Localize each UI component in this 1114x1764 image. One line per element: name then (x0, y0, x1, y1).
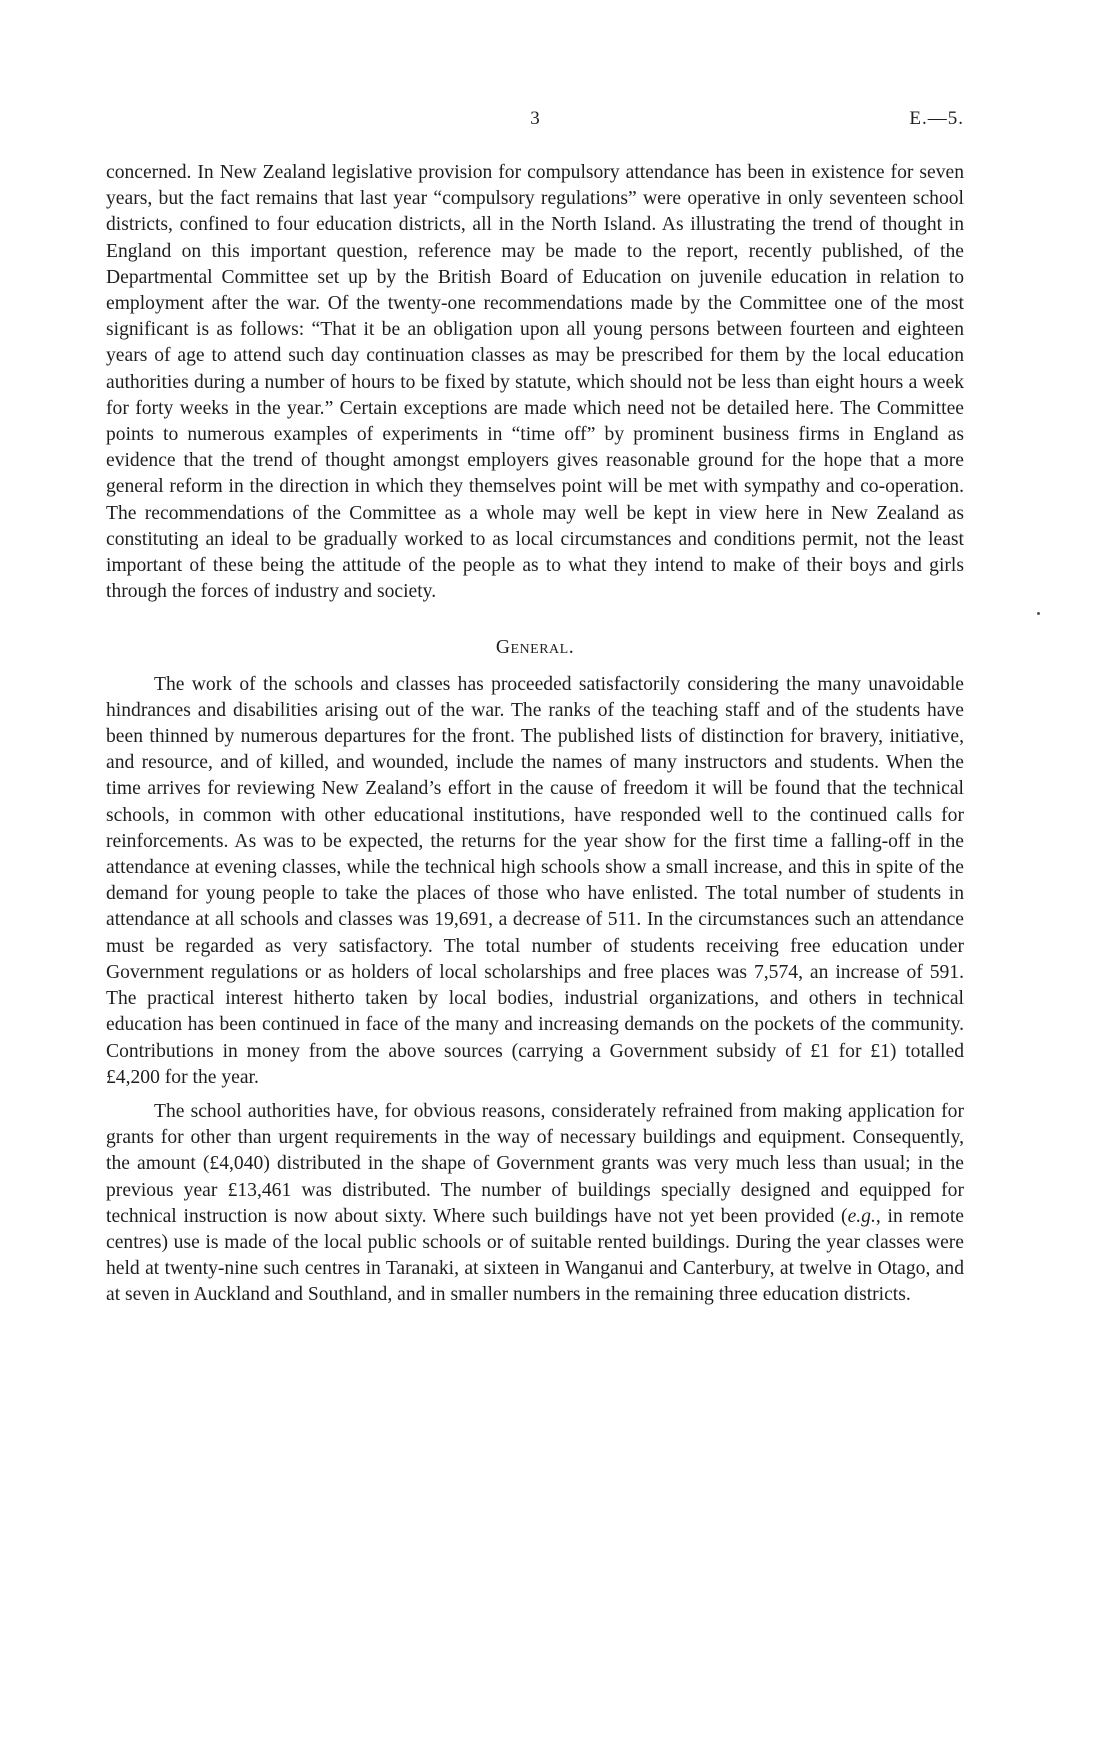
scan-speck (1037, 612, 1040, 615)
document-reference: E.—5. (909, 108, 964, 129)
page-header (106, 108, 964, 138)
section-heading-general: General. (495, 637, 575, 659)
paragraph-text-part: The school authorities have, for obvious reasons, considerately refrained from making application for grants for other than urgent requirements in the way of necessary buildings and equipment. Consequently, the amount (£4,040) distributed in the shape of Government grants was very much less than usual; in the previous year £13,461 was distributed. The number of buildings specially designed and equipped for technical instruction is now about sixty. Where such buildings have not yet been provided ( (106, 1100, 964, 1227)
italic-abbreviation: e.g. (847, 1205, 876, 1227)
body-text (106, 160, 964, 1309)
paragraph-compulsory-attendance: concerned. In New Zealand legislative provision for compulsory attendance has been in existence for seven years, but the fact remains that last year “compulsory regulations” were operative in only seventeen school districts, confined to four education districts, all in the North Island. As illustrating the trend of thought in England on this important question, reference may be made to the report, recently published, of the Departmental Committee set up by the British Board of Education on juvenile education in relation to employment after the war. Of the twenty-one recommendations made by the Committee one of the most significant is as follows: “That it be an obligation upon all young persons between fourteen and eighteen years of age to attend such day continuation classes as may be prescribed for them by the local education authorities during a number of hours to be fixed by statute, which should not be less than eight hours a week for forty weeks in the year.” Certain exceptions are made which need not be detailed here. The Committee points to numerous examples of experiments in “time off” by prominent business firms in England as evidence that the trend of thought amongst employers gives reasonable ground for the hope that a more general reform in the direction in which they themselves point will be met with sympathy and co-operation. The recommendations of the Committee as a whole may well be kept in view here in New Zealand as constituting an ideal to be gradually worked to as local circumstances and conditions permit, not the least important of these being the attitude of the people as to what they intend to make of their boys and girls through the forces of industry and society. (106, 162, 964, 603)
page-number: 3 (530, 108, 540, 129)
paragraph-school-authorities (106, 1099, 964, 1309)
paragraph-text-part: , in remote centres) use is made of the local public schools or of suitable rented buildings. During the year classes were held at twenty-nine such centres in Taranaki, at sixteen in Wanganui and Canterbury, at twelve in Otago, and at seven in Auckland and Southland, and in smaller numbers in the remaining three education districts. (106, 1205, 964, 1306)
paragraph-work-of-schools: The work of the schools and classes has proceeded satisfactorily considering the many unavoidable hindrances and disabilities arising out of the war. The ranks of the teaching staff and of the students have been thinned by numerous departures for the front. The published lists of distinction for bravery, initiative, and resource, and of killed, and wounded, include the names of many instructors and students. When the time arrives for reviewing New Zealand’s effort in the cause of freedom it will be found that the technical schools, in common with other educational institutions, have responded well to the continued calls for reinforcements. As was to be expected, the returns for the year show for the first time a falling-off in the attendance at evening classes, while the technical high schools show a small increase, and this in spite of the demand for young people to take the places of those who have enlisted. The total number of students in attendance at all schools and classes was 19,691, a decrease of 511. In the circumstances such an attendance must be regarded as very satisfactory. The total number of students receiving free education under Government regulations or as holders of local scholarships and free places was 7,574, an increase of 591. The practical interest hitherto taken by local bodies, industrial organizations, and others in technical education has been continued in face of the many and increasing demands on the pockets of the community. Contributions in money from the above sources (carrying a Government subsidy of £1 for £1) totalled £4,200 for the year. (106, 673, 964, 1088)
